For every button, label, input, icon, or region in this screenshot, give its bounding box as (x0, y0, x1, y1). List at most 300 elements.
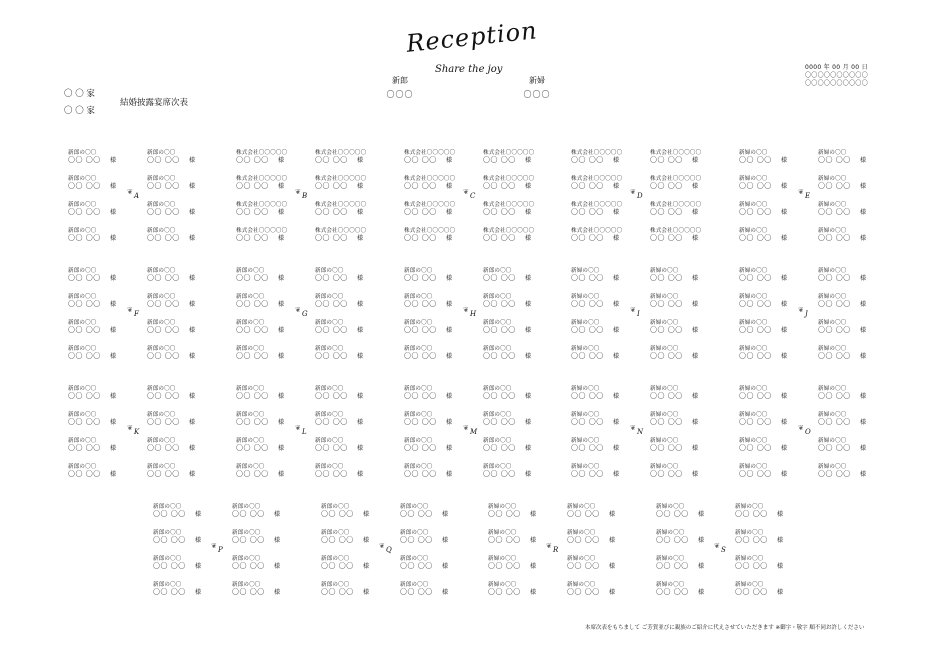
guest-relation: 新婦の〇〇 (818, 268, 847, 274)
guest-name: 〇〇 〇〇 (650, 444, 683, 452)
guest-honorific: 様 (860, 471, 867, 478)
guest-seat (483, 344, 563, 366)
guest-relation: 株式会社〇〇〇〇〇 (483, 202, 535, 208)
guest-name: 〇〇 〇〇 (236, 234, 269, 242)
guest-seat (147, 174, 227, 196)
guest-relation: 新婦の〇〇 (735, 530, 764, 536)
guest-honorific: 様 (189, 353, 196, 360)
guest-name: 〇〇 〇〇 (400, 536, 433, 544)
guest-relation: 新郎の〇〇 (236, 438, 265, 444)
guest-seat (818, 148, 898, 170)
table-marker-i (630, 306, 648, 323)
guest-honorific: 様 (442, 511, 449, 518)
table-letter: K (134, 428, 140, 436)
guest-name: 〇〇 〇〇 (571, 418, 604, 426)
guest-name: 〇〇 〇〇 (236, 392, 269, 400)
guest-name: 〇〇 〇〇 (236, 352, 269, 360)
guest-name: 〇〇 〇〇 (571, 392, 604, 400)
guest-seat (483, 436, 563, 458)
guest-honorific: 様 (692, 445, 699, 452)
leaf-icon: ❦ (127, 188, 133, 196)
guest-honorific: 様 (278, 419, 285, 426)
guest-seat (818, 292, 898, 314)
guest-seat (739, 226, 819, 248)
guest-seat (232, 580, 312, 602)
guest-seat (236, 148, 316, 170)
guest-honorific: 様 (446, 353, 453, 360)
guest-name: 〇〇 〇〇 (483, 392, 516, 400)
guest-seat (236, 344, 316, 366)
guest-name: 〇〇 〇〇 (650, 418, 683, 426)
guest-seat (147, 226, 227, 248)
guest-name: 〇〇 〇〇 (483, 352, 516, 360)
guest-seat (488, 502, 568, 524)
guest-name: 〇〇 〇〇 (650, 208, 683, 216)
guest-name: 〇〇 〇〇 (735, 562, 768, 570)
guest-name: 〇〇 〇〇 (147, 274, 180, 282)
guest-seat (232, 554, 312, 576)
table-letter: R (553, 546, 559, 554)
guest-relation: 新郎の〇〇 (321, 504, 350, 510)
guest-relation: 新郎の〇〇 (147, 346, 176, 352)
guest-name: 〇〇 〇〇 (400, 510, 433, 518)
guest-honorific: 様 (446, 275, 453, 282)
guest-honorific: 様 (357, 393, 364, 400)
leaf-icon: ❦ (295, 424, 301, 432)
guest-seat (650, 200, 730, 222)
guest-name: 〇〇 〇〇 (483, 300, 516, 308)
guest-name: 〇〇 〇〇 (488, 588, 521, 596)
guest-name: 〇〇 〇〇 (147, 156, 180, 164)
guest-name: 〇〇 〇〇 (153, 562, 186, 570)
guest-seat (818, 436, 898, 458)
guest-honorific: 様 (278, 275, 285, 282)
guest-honorific: 様 (613, 209, 620, 216)
guest-relation: 新郎の〇〇 (315, 438, 344, 444)
guest-seat (483, 462, 563, 484)
guest-name: 〇〇 〇〇 (650, 274, 683, 282)
guest-relation: 新婦の〇〇 (739, 294, 768, 300)
guest-honorific: 様 (613, 393, 620, 400)
guest-honorific: 様 (860, 353, 867, 360)
guest-honorific: 様 (363, 589, 370, 596)
guest-honorific: 様 (278, 353, 285, 360)
guest-honorific: 様 (446, 183, 453, 190)
guest-name: 〇〇 〇〇 (315, 300, 348, 308)
guest-name: 〇〇 〇〇 (321, 510, 354, 518)
guest-relation: 新郎の〇〇 (153, 504, 182, 510)
guest-honorific: 様 (781, 275, 788, 282)
guest-name: 〇〇 〇〇 (315, 392, 348, 400)
guest-honorific: 様 (781, 419, 788, 426)
table-letter: M (470, 428, 478, 436)
guest-seat (147, 292, 227, 314)
guest-honorific: 様 (189, 419, 196, 426)
guest-name: 〇〇 〇〇 (739, 326, 772, 334)
guest-name: 〇〇 〇〇 (68, 182, 101, 190)
guest-relation: 新郎の〇〇 (236, 412, 265, 418)
leaf-icon: ❦ (798, 188, 804, 196)
guest-seat (147, 410, 227, 432)
guest-seat (315, 200, 395, 222)
guest-seat (315, 410, 395, 432)
guest-seat (315, 266, 395, 288)
table-marker-q (379, 542, 397, 559)
guest-seat (404, 226, 484, 248)
guest-name: 〇〇 〇〇 (818, 274, 851, 282)
guest-seat (153, 580, 233, 602)
guest-relation: 新郎の〇〇 (321, 582, 350, 588)
guest-relation: 新郎の〇〇 (232, 530, 261, 536)
guest-relation: 新婦の〇〇 (739, 176, 768, 182)
event-date: 0000 年 00 月 00 日 (805, 64, 868, 71)
guest-name: 〇〇 〇〇 (68, 208, 101, 216)
guest-name: 〇〇 〇〇 (818, 182, 851, 190)
guest-name: 〇〇 〇〇 (315, 208, 348, 216)
guest-seat (650, 226, 730, 248)
guest-name: 〇〇 〇〇 (147, 352, 180, 360)
guest-relation: 新郎の〇〇 (68, 150, 97, 156)
guest-relation: 新郎の〇〇 (236, 294, 265, 300)
guest-relation: 新郎の〇〇 (404, 412, 433, 418)
guest-honorific: 様 (189, 393, 196, 400)
guest-relation: 新婦の〇〇 (818, 386, 847, 392)
guest-relation: 新郎の〇〇 (315, 386, 344, 392)
guest-seat (483, 148, 563, 170)
guest-relation: 新婦の〇〇 (739, 438, 768, 444)
guest-seat (735, 554, 815, 576)
guest-name: 〇〇 〇〇 (236, 156, 269, 164)
guest-relation: 新婦の〇〇 (488, 530, 517, 536)
table-marker-s (714, 542, 732, 559)
guest-name: 〇〇 〇〇 (571, 300, 604, 308)
leaf-icon: ❦ (463, 306, 469, 314)
guest-honorific: 様 (609, 563, 616, 570)
guest-name: 〇〇 〇〇 (315, 326, 348, 334)
guest-relation: 新婦の〇〇 (818, 320, 847, 326)
guest-relation: 新婦の〇〇 (739, 202, 768, 208)
guest-seat (650, 292, 730, 314)
guest-name: 〇〇 〇〇 (650, 156, 683, 164)
guest-honorific: 様 (446, 445, 453, 452)
guest-name: 〇〇 〇〇 (656, 562, 689, 570)
guest-seat (739, 462, 819, 484)
guest-honorific: 様 (781, 157, 788, 164)
guest-name: 〇〇 〇〇 (315, 418, 348, 426)
guest-honorific: 様 (781, 353, 788, 360)
guest-relation: 新郎の〇〇 (315, 268, 344, 274)
guest-honorific: 様 (525, 393, 532, 400)
guest-honorific: 様 (195, 511, 202, 518)
guest-name: 〇〇 〇〇 (488, 536, 521, 544)
guest-seat (571, 226, 651, 248)
guest-name: 〇〇 〇〇 (404, 326, 437, 334)
guest-name: 〇〇 〇〇 (147, 444, 180, 452)
bride-block (517, 75, 557, 100)
guest-seat (571, 384, 651, 406)
table-letter: G (302, 310, 308, 318)
table-letter: Q (386, 546, 392, 554)
guest-honorific: 様 (189, 471, 196, 478)
guest-seat (68, 148, 148, 170)
guest-name: 〇〇 〇〇 (739, 470, 772, 478)
guest-seat (147, 200, 227, 222)
guest-honorific: 様 (525, 419, 532, 426)
guest-relation: 新婦の〇〇 (735, 582, 764, 588)
guest-relation: 株式会社〇〇〇〇〇 (483, 228, 535, 234)
guest-honorific: 様 (189, 183, 196, 190)
guest-honorific: 様 (530, 511, 537, 518)
guest-seat (735, 580, 815, 602)
leaf-icon: ❦ (295, 306, 301, 314)
guest-honorific: 様 (442, 537, 449, 544)
guest-honorific: 様 (692, 471, 699, 478)
guest-relation: 新郎の〇〇 (404, 268, 433, 274)
guest-seat (68, 226, 148, 248)
guest-name: 〇〇 〇〇 (153, 510, 186, 518)
table-marker-o (798, 424, 816, 441)
guest-relation: 新郎の〇〇 (232, 504, 261, 510)
guest-honorific: 様 (781, 471, 788, 478)
guest-seat (236, 462, 316, 484)
guest-seat (483, 226, 563, 248)
guest-name: 〇〇 〇〇 (232, 588, 265, 596)
leaf-icon: ❦ (798, 306, 804, 314)
guest-seat (483, 200, 563, 222)
guest-relation: 新郎の〇〇 (483, 464, 512, 470)
guest-honorific: 様 (278, 183, 285, 190)
guest-relation: 新婦の〇〇 (650, 320, 679, 326)
guest-relation: 新婦の〇〇 (739, 412, 768, 418)
leaf-icon: ❦ (463, 424, 469, 432)
guest-name: 〇〇 〇〇 (68, 326, 101, 334)
guest-name: 〇〇 〇〇 (321, 588, 354, 596)
guest-honorific: 様 (860, 393, 867, 400)
guest-relation: 新婦の〇〇 (571, 268, 600, 274)
guest-relation: 新婦の〇〇 (571, 320, 600, 326)
venue-line-1: 〇〇〇〇〇〇〇〇〇〇 (805, 72, 869, 79)
guest-seat (650, 384, 730, 406)
guest-name: 〇〇 〇〇 (153, 588, 186, 596)
guest-seat (650, 174, 730, 196)
guest-name: 〇〇 〇〇 (321, 536, 354, 544)
guest-name: 〇〇 〇〇 (68, 418, 101, 426)
guest-honorific: 様 (613, 471, 620, 478)
guest-relation: 新婦の〇〇 (567, 582, 596, 588)
guest-honorific: 様 (278, 445, 285, 452)
guest-relation: 新婦の〇〇 (571, 346, 600, 352)
guest-honorific: 様 (525, 275, 532, 282)
document-title: 結婚披露宴席次表 (120, 98, 189, 108)
guest-honorific: 様 (781, 183, 788, 190)
guest-name: 〇〇 〇〇 (147, 234, 180, 242)
guest-relation: 新婦の〇〇 (739, 346, 768, 352)
guest-seat (147, 384, 227, 406)
guest-name: 〇〇 〇〇 (68, 234, 101, 242)
guest-name: 〇〇 〇〇 (818, 418, 851, 426)
guest-relation: 新郎の〇〇 (321, 556, 350, 562)
guest-honorific: 様 (446, 157, 453, 164)
table-marker-h (463, 306, 481, 323)
guest-seat (315, 384, 395, 406)
guest-seat (571, 462, 651, 484)
guest-seat (315, 462, 395, 484)
guest-name: 〇〇 〇〇 (571, 470, 604, 478)
guest-relation: 株式会社〇〇〇〇〇 (571, 202, 623, 208)
guest-seat (818, 266, 898, 288)
guest-name: 〇〇 〇〇 (571, 156, 604, 164)
guest-seat (404, 462, 484, 484)
guest-honorific: 様 (777, 589, 784, 596)
guest-relation: 新郎の〇〇 (400, 530, 429, 536)
guest-honorific: 様 (189, 157, 196, 164)
guest-honorific: 様 (278, 157, 285, 164)
guest-relation: 新郎の〇〇 (404, 464, 433, 470)
guest-relation: 新婦の〇〇 (818, 202, 847, 208)
guest-relation: 株式会社〇〇〇〇〇 (650, 202, 702, 208)
table-letter: O (805, 428, 811, 436)
guest-seat (818, 174, 898, 196)
guest-relation: 新婦の〇〇 (488, 582, 517, 588)
guest-relation: 新婦の〇〇 (818, 176, 847, 182)
guest-relation: 株式会社〇〇〇〇〇 (571, 228, 623, 234)
guest-seat (400, 580, 480, 602)
table-letter: J (805, 310, 808, 318)
guest-relation: 新婦の〇〇 (818, 228, 847, 234)
guest-name: 〇〇 〇〇 (315, 234, 348, 242)
guest-name: 〇〇 〇〇 (483, 418, 516, 426)
guest-honorific: 様 (278, 471, 285, 478)
guest-relation: 新婦の〇〇 (656, 582, 685, 588)
guest-relation: 新婦の〇〇 (650, 294, 679, 300)
guest-relation: 新郎の〇〇 (483, 320, 512, 326)
guest-honorific: 様 (777, 563, 784, 570)
guest-relation: 新郎の〇〇 (315, 464, 344, 470)
guest-seat (153, 502, 233, 524)
guest-name: 〇〇 〇〇 (315, 470, 348, 478)
guest-relation: 新婦の〇〇 (739, 228, 768, 234)
guest-seat (321, 580, 401, 602)
table-marker-f (127, 306, 145, 323)
leaf-icon: ❦ (127, 306, 133, 314)
guest-relation: 株式会社〇〇〇〇〇 (404, 176, 456, 182)
guest-name: 〇〇 〇〇 (68, 300, 101, 308)
guest-honorific: 様 (525, 183, 532, 190)
guest-seat (147, 462, 227, 484)
guest-honorific: 様 (860, 275, 867, 282)
guest-honorific: 様 (110, 275, 117, 282)
guest-relation: 新郎の〇〇 (236, 386, 265, 392)
guest-honorific: 様 (357, 157, 364, 164)
guest-seat (147, 344, 227, 366)
guest-seat (315, 344, 395, 366)
guest-honorific: 様 (692, 353, 699, 360)
guest-relation: 株式会社〇〇〇〇〇 (404, 202, 456, 208)
guest-name: 〇〇 〇〇 (739, 418, 772, 426)
guest-honorific: 様 (860, 301, 867, 308)
leaf-icon: ❦ (546, 542, 552, 550)
guest-honorific: 様 (692, 275, 699, 282)
guest-honorific: 様 (442, 563, 449, 570)
guest-name: 〇〇 〇〇 (650, 326, 683, 334)
guest-honorific: 様 (698, 511, 705, 518)
guest-honorific: 様 (692, 327, 699, 334)
guest-relation: 新郎の〇〇 (68, 320, 97, 326)
guest-seat (236, 266, 316, 288)
guest-honorific: 様 (446, 209, 453, 216)
guest-relation: 株式会社〇〇〇〇〇 (571, 150, 623, 156)
guest-seat (650, 436, 730, 458)
guest-seat (483, 292, 563, 314)
venue-line-2: 〇〇〇〇〇〇〇〇〇〇 (805, 80, 869, 87)
groom-name: 〇〇〇 (386, 90, 414, 99)
guest-seat (818, 344, 898, 366)
guest-seat (650, 318, 730, 340)
guest-name: 〇〇 〇〇 (818, 444, 851, 452)
guest-honorific: 様 (781, 235, 788, 242)
guest-honorific: 様 (613, 445, 620, 452)
guest-seat (650, 266, 730, 288)
guest-relation: 新婦の〇〇 (656, 504, 685, 510)
guest-seat (232, 502, 312, 524)
guest-name: 〇〇 〇〇 (818, 156, 851, 164)
guest-relation: 新婦の〇〇 (650, 386, 679, 392)
guest-name: 〇〇 〇〇 (571, 326, 604, 334)
guest-seat (656, 580, 736, 602)
guest-honorific: 様 (525, 209, 532, 216)
guest-relation: 新婦の〇〇 (571, 438, 600, 444)
guest-honorific: 様 (781, 209, 788, 216)
guest-honorific: 様 (781, 301, 788, 308)
guest-honorific: 様 (525, 353, 532, 360)
guest-honorific: 様 (110, 209, 117, 216)
guest-seat (483, 410, 563, 432)
guest-name: 〇〇 〇〇 (739, 444, 772, 452)
guest-relation: 新郎の〇〇 (147, 320, 176, 326)
reception-script-title: Reception (405, 16, 539, 58)
guest-name: 〇〇 〇〇 (571, 352, 604, 360)
guest-relation: 新婦の〇〇 (571, 386, 600, 392)
date-block (805, 64, 868, 88)
table-marker-k (127, 424, 145, 441)
guest-relation: 新婦の〇〇 (739, 150, 768, 156)
guest-relation: 新郎の〇〇 (68, 294, 97, 300)
guest-name: 〇〇 〇〇 (232, 510, 265, 518)
guest-relation: 新郎の〇〇 (147, 412, 176, 418)
guest-name: 〇〇 〇〇 (483, 208, 516, 216)
guest-honorific: 様 (195, 563, 202, 570)
guest-seat (650, 148, 730, 170)
guest-honorific: 様 (860, 327, 867, 334)
guest-name: 〇〇 〇〇 (650, 392, 683, 400)
guest-name: 〇〇 〇〇 (483, 444, 516, 452)
guest-honorific: 様 (613, 235, 620, 242)
guest-honorific: 様 (274, 589, 281, 596)
guest-honorific: 様 (189, 209, 196, 216)
guest-honorific: 様 (446, 301, 453, 308)
guest-honorific: 様 (860, 445, 867, 452)
table-marker-l (295, 424, 313, 441)
guest-name: 〇〇 〇〇 (400, 562, 433, 570)
guest-relation: 新郎の〇〇 (68, 346, 97, 352)
guest-seat (68, 462, 148, 484)
guest-relation: 新郎の〇〇 (147, 464, 176, 470)
guest-honorific: 様 (860, 157, 867, 164)
guest-name: 〇〇 〇〇 (404, 352, 437, 360)
guest-honorific: 様 (110, 393, 117, 400)
guest-name: 〇〇 〇〇 (571, 208, 604, 216)
guest-name: 〇〇 〇〇 (650, 234, 683, 242)
